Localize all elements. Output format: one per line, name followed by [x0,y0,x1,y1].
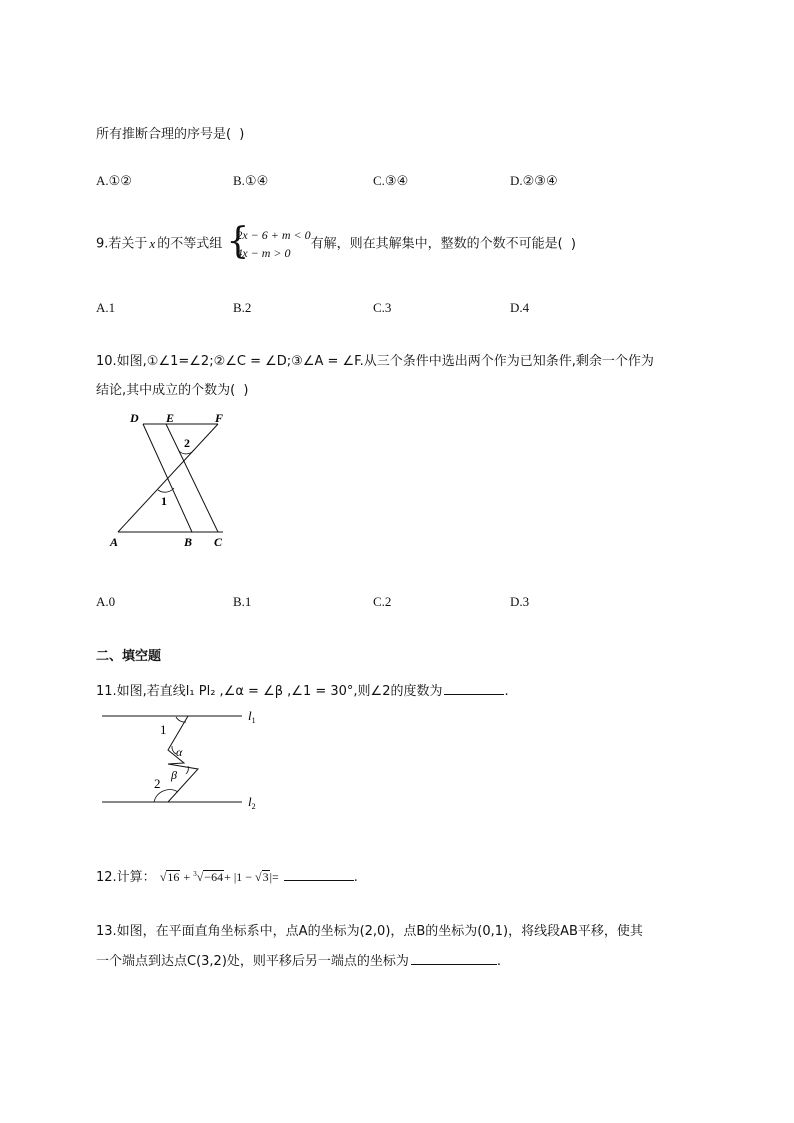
q13-end: . [496,954,502,969]
q11-stem-text: 11.如图,若直线l₁ Pl₂ ,∠α = ∠β ,∠1 = 30°,则∠2的度数为 [96,684,443,699]
q13-stem-line2 [96,950,501,969]
q10-label-d: D [130,411,139,425]
q12-expression [160,870,282,884]
q8-stem-text: 所有推断合理的序号是( [96,127,232,142]
q10-option-b[interactable]: B.1 [233,594,252,609]
q12-cbrt-icon: √ [196,870,204,884]
q12-answer-blank[interactable] [284,868,354,881]
q11-label-l1-sub: 1 [251,716,256,725]
q9-inequality-2: 4x − m > 0 [236,246,291,260]
q9-mid: 的不等式组 [157,236,223,252]
q11-label-l2-sub: 2 [251,802,256,811]
q10-label-e: E [166,411,175,425]
q12-sqrt16: 16 [167,870,180,884]
q10-option-c[interactable]: C.2 [373,594,392,609]
q11-zigzag [168,716,198,802]
q13-answer-blank[interactable] [411,952,497,965]
q11-end: . [504,684,509,699]
q10-stem-line1: 10.如图,①∠1=∠2;②∠C = ∠D;③∠A = ∠F.从三个条件中选出两个作为已知条件,剩余一个作为 [96,354,654,369]
q8-option-c[interactable]: C.③④ [373,173,409,188]
q8-answer-paren: ) [239,127,245,142]
q12-cbrt: −64 [204,870,224,884]
q12-plus: + [183,870,191,884]
q11-label-alpha: α [176,745,183,759]
q10-option-d[interactable]: D.3 [510,594,530,609]
q12-sqrt-icon: √ [159,870,167,884]
q9-answer-paren: ) [570,236,576,252]
q8-option-a[interactable]: A.①② [96,173,132,188]
q11-label-l1 [248,708,256,725]
q10-label-c: C [214,535,223,549]
q11-label-l2-letter: l [248,794,252,809]
q8-stem [96,123,244,142]
q11-label-l2 [248,794,256,811]
q12-tail: |= [269,870,279,884]
q11-angle-2-arc [154,790,178,802]
q11-label-angle-2: 2 [154,776,161,791]
q13-stem-line1: 13.如图，在平面直角坐标系中，点A的坐标为(2,0)，点B的坐标为(0,1)，将线段AB平移，使其 [96,924,643,939]
q11-label-l1-letter: l [248,708,252,723]
q10-angle-2-arc [179,450,194,454]
q13-stem-line2-text: 一个端点到达点C(3,2)处，则平移后另一端点的坐标为 [96,954,409,969]
q9-brace-icon: { [226,221,250,262]
q9-inequality-1: 2x − 6 + m < 0 [236,228,311,242]
q11-label-beta: β [171,768,177,782]
q10-line-ec [166,424,218,532]
q10-figure [108,408,238,550]
q10-stem-line2 [96,379,248,398]
q11-figure [100,706,270,818]
q9-suffix: 有解，则在其解集中，整数的个数不可能是( [310,236,563,252]
q12-sqrt3-icon: √ [255,870,262,884]
q10-label-angle-2: 2 [184,436,190,450]
q12-abs: + |1 − [224,870,256,884]
q9-stem [96,221,576,262]
q10-label-angle-1: 1 [161,494,167,508]
q12-cbrt-index: 3 [193,870,197,878]
q9-option-d[interactable]: D.4 [510,300,530,315]
q9-option-c[interactable]: C.3 [373,300,392,315]
q9-option-a[interactable]: A.1 [96,300,116,315]
q12-end: . [353,870,358,885]
q9-inequality-system [226,221,311,262]
q10-answer-paren: ) [243,383,249,398]
q11-answer-blank[interactable] [444,682,504,695]
q12-prefix: 12.计算： [96,870,156,885]
section-2-heading: 二、填空题 [96,649,162,664]
q10-angle-1-arc [158,488,174,492]
q10-label-b: B [184,535,193,549]
q10-stem-line2-text: 结论,其中成立的个数为( [96,383,236,398]
q9-variable: x [149,235,156,251]
q12-stem [96,866,358,885]
q9-option-b[interactable]: B.2 [233,300,252,315]
q8-option-b[interactable]: B.①④ [233,173,269,188]
q10-label-a: A [110,535,119,549]
q10-label-f: F [215,411,224,425]
q11-label-angle-1: 1 [160,722,167,737]
q8-option-d[interactable]: D.②③④ [510,173,558,188]
q11-stem [96,680,509,699]
q10-option-a[interactable]: A.0 [96,594,116,609]
q9-prefix: 9.若关于 [96,236,148,252]
q12-sqrt3: 3 [262,870,269,884]
